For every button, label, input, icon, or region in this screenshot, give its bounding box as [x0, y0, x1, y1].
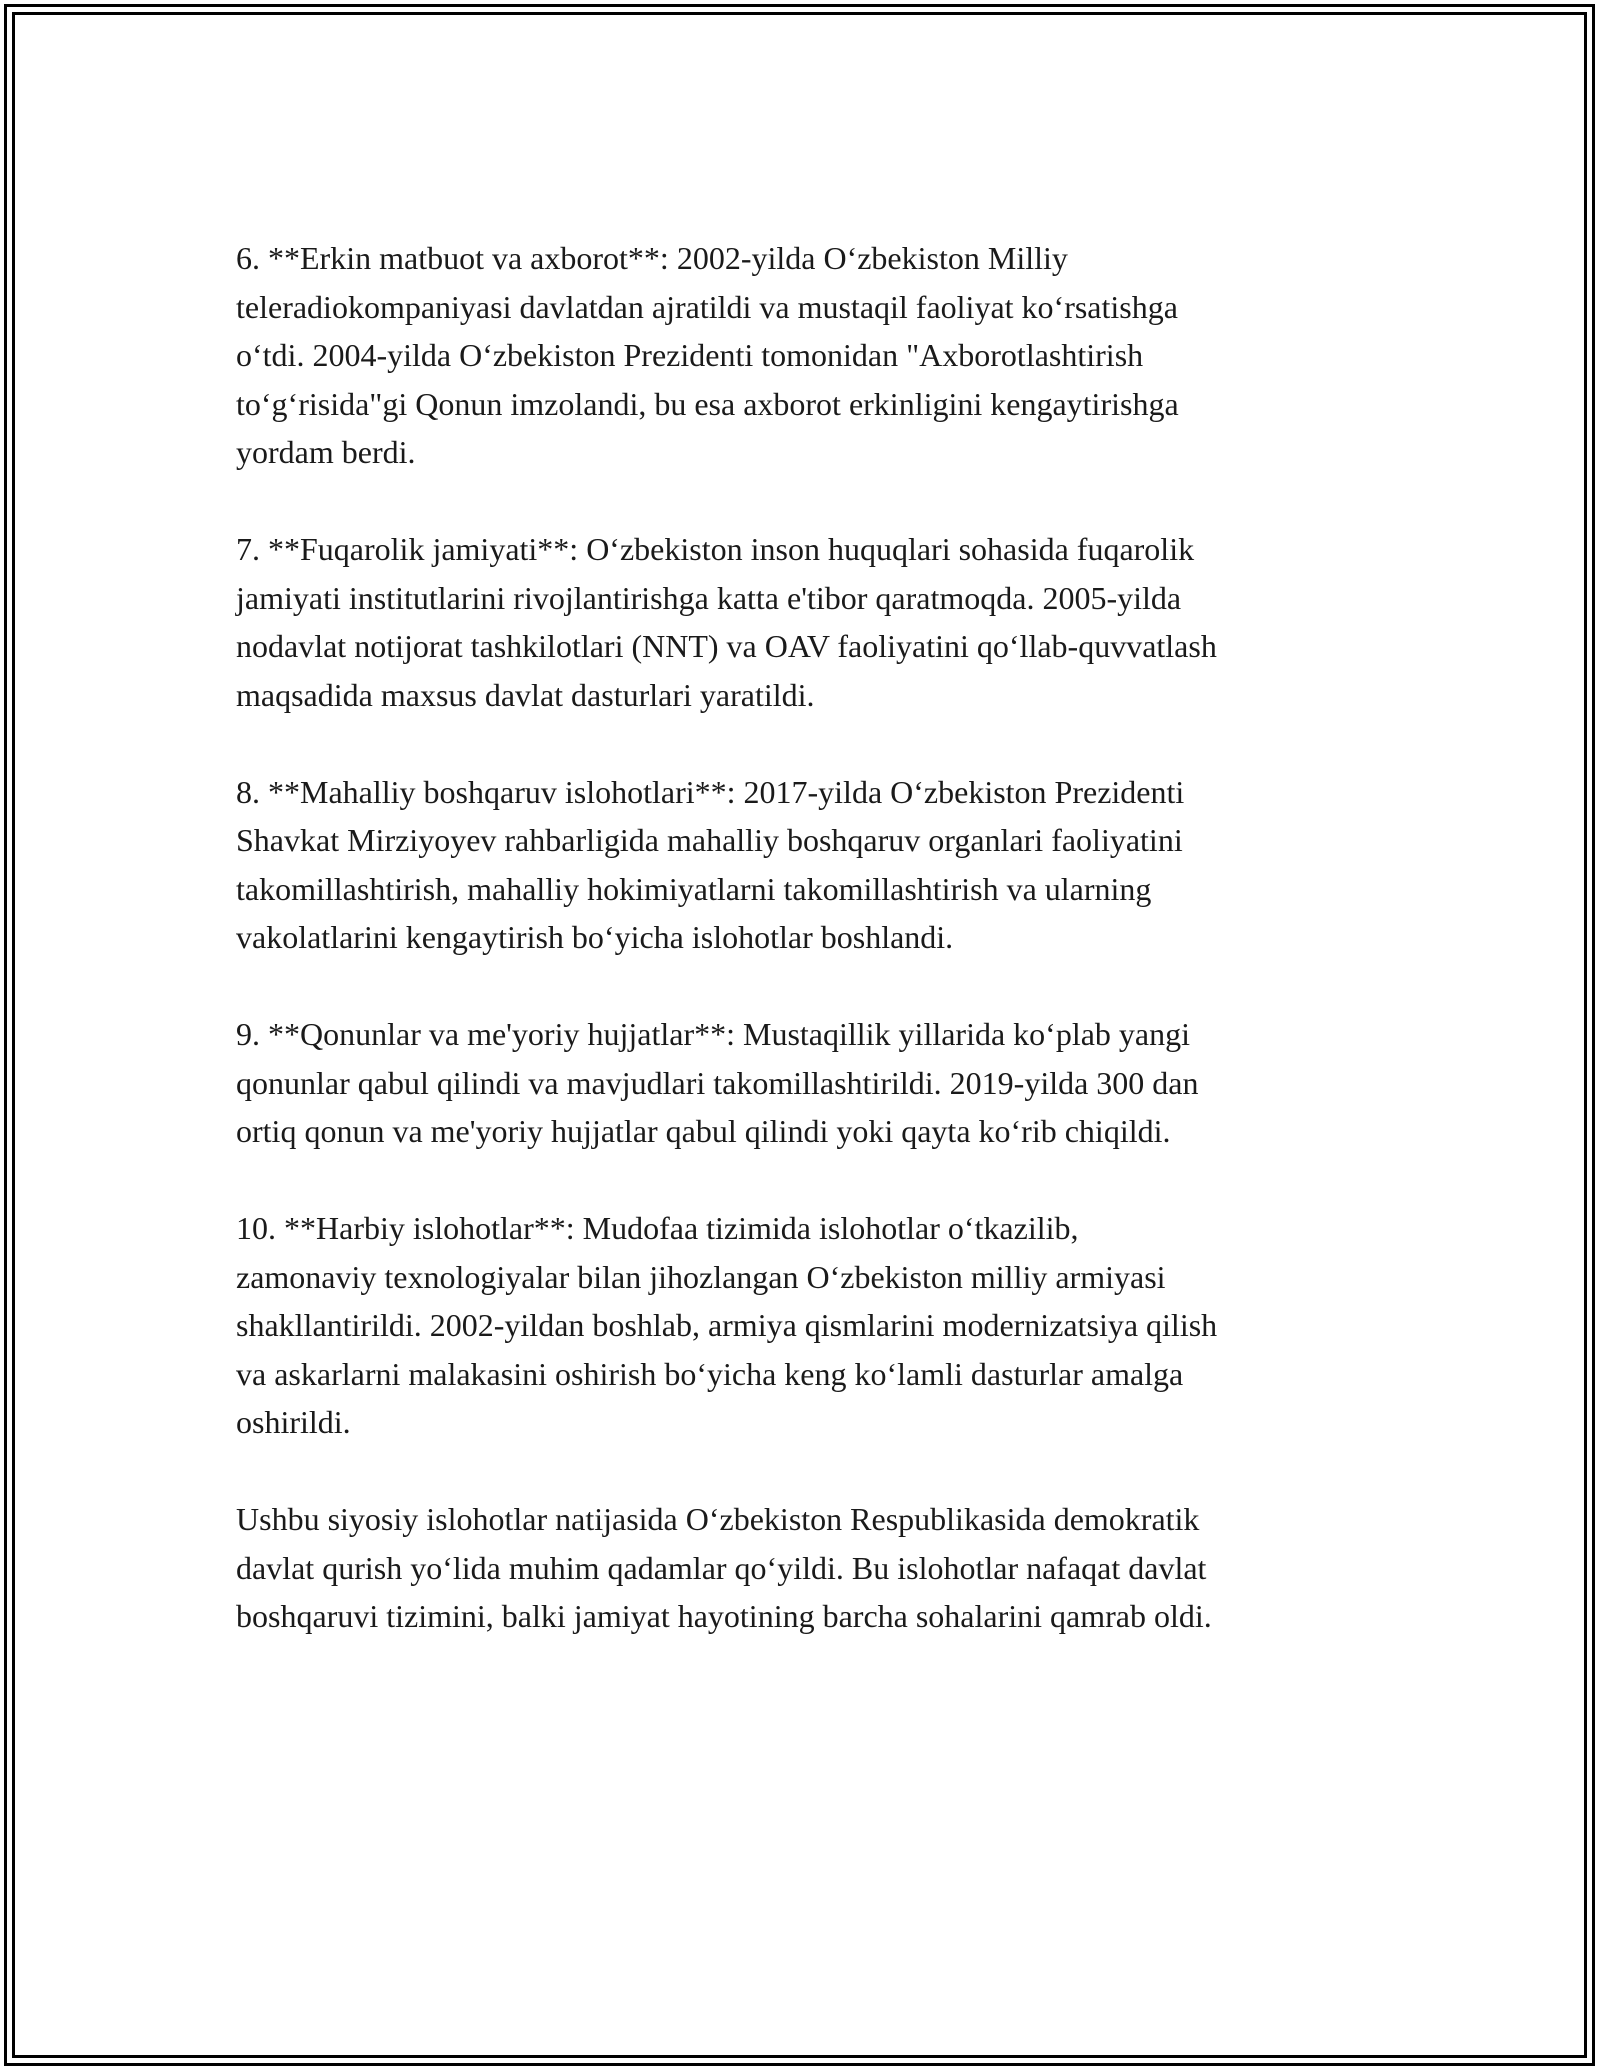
paragraph-conclusion: Ushbu siyosiy islohotlar natijasida O‘zbekiston Respublikasida demokratik davlat qurish yo‘lida muhim qadamlar qo‘yildi. Bu islohotlar nafaqat davlat boshqaruvi tizimini, balki jamiyat hayotining barcha sohalarini qamrab oldi. [236, 1501, 1212, 1634]
paragraph-qonunlar: 9. **Qonunlar va me'yoriy hujjatlar**: Mustaqillik yillarida ko‘plab yangi qonunlar qabul qilindi va mavjudlari takomillashtirildi. 2019-yilda 300 dan ortiq qonun va me'yoriy hujjatlar qabul qilindi yoki qayta ko‘rib chiqildi. [236, 1016, 1199, 1149]
paragraph-harbiy-islohotlar: 10. **Harbiy islohotlar**: Mudofaa tizimida islohotlar o‘tkazilib, zamonaviy texnologiyalar bilan jihozlangan O‘zbekiston milliy armiyasi shakllantirildi. 2002-yildan boshlab, armiya qismlarini modernizatsiya qilish va askarlarni malakasini oshirish bo‘yicha keng ko‘lamli dasturlar amalga oshirildi. [236, 1210, 1218, 1440]
paragraph-mahalliy-boshqaruv: 8. **Mahalliy boshqaruv islohotlari**: 2017-yilda O‘zbekiston Prezidenti Shavkat Mirziyoyev rahbarligida mahalliy boshqaruv organlari faoliyatini takomillashtirish, mahalliy hokimiyatlarni takomillashtirish va ularning vakolatlarini kengaytirish bo‘yicha islohotlar boshlandi. [236, 773, 1185, 955]
paragraph-erkin-matbuot: 6. **Erkin matbuot va axborot**: 2002-yilda O‘zbekiston Milliy teleradiokompaniyasi davlatdan ajratildi va mustaqil faoliyat ko‘rsatishga o‘tdi. 2004-yilda O‘zbekiston Prezidenti tomonidan "Axborotlashtirish to‘g‘risida"gi Qonun imzolandi, bu esa axborot erkinligini kengaytirishga yordam berdi. [236, 240, 1179, 470]
document-body [236, 234, 1386, 1689]
paragraph-fuqarolik-jamiyati: 7. **Fuqarolik jamiyati**: O‘zbekiston inson huquqlari sohasida fuqarolik jamiyati institutlarini rivojlantirishga katta e'tibor qaratmoqda. 2005-yilda nodavlat notijorat tashkilotlari (NNT) va OAV faoliyatini qo‘llab-quvvatlash maqsadida maxsus davlat dasturlari yaratildi. [236, 531, 1217, 713]
